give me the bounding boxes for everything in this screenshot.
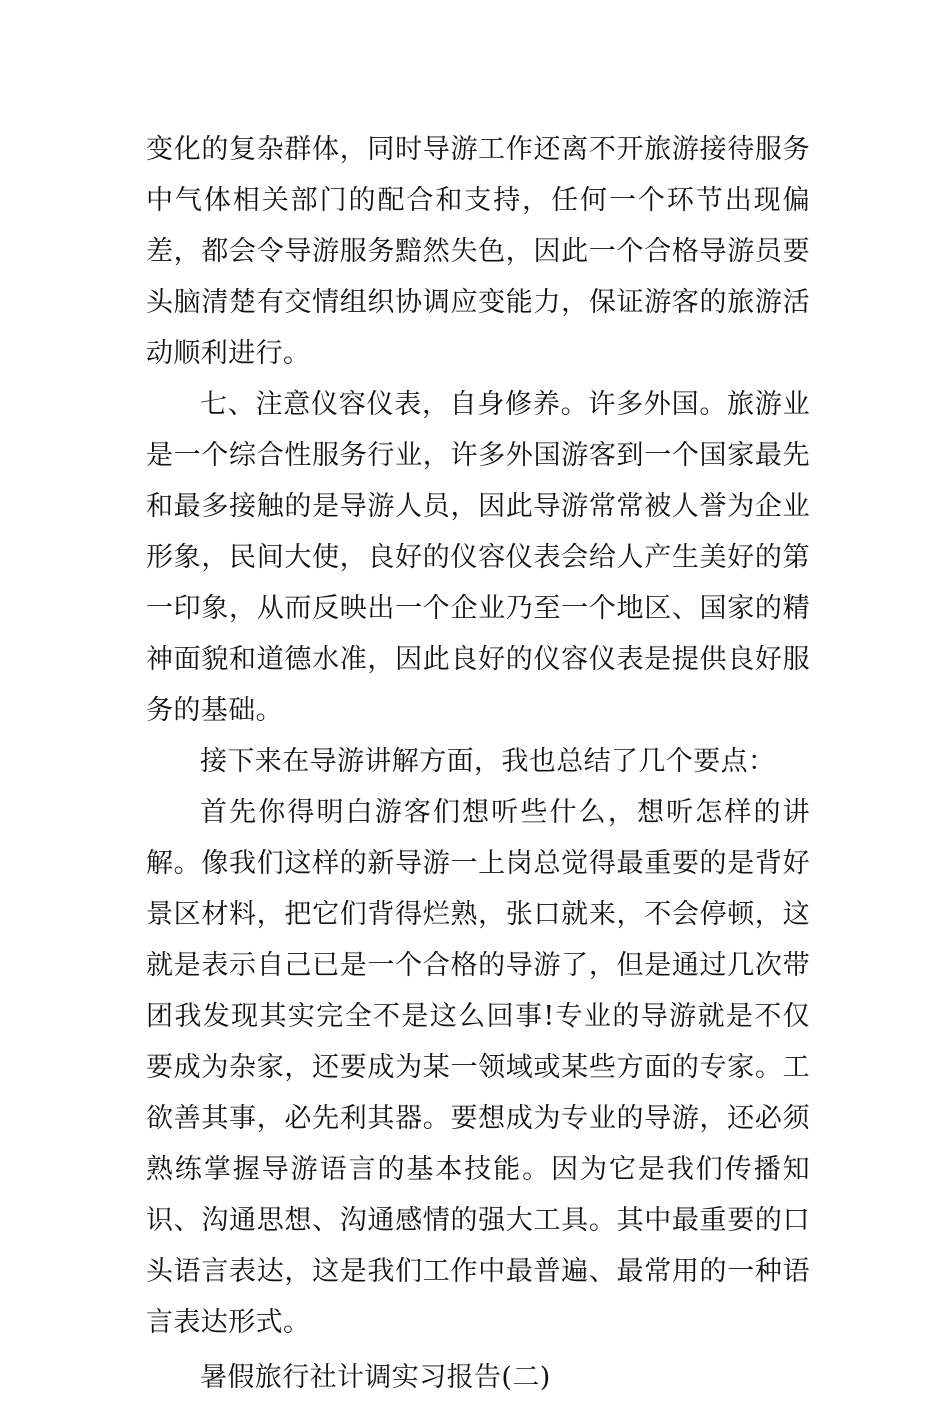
paragraph-first-point: 首先你得明白游客们想听些什么，想听怎样的讲解。像我们这样的新导游一上岗总觉得最重要的是背好景区材料，把它们背得烂熟，张口就来，不会停顿，这就是表示自己已是一个合格的导游了，但是通过几次带团我发现其实完全不是这么回事!专业的导游就是不仅要成为杂家，还要成为某一领域或某些方面的专家。工欲善其事，必先利其器。要想成为专业的导游，还必须熟练掌握导游语言的基本技能。因为它是我们传播知识、沟通思想、沟通感情的强大工具。其中最重要的口头语言表达，这是我们工作中最普遍、最常用的一种语言表达形式。 (146, 797, 810, 1338)
paragraph-continuation: 变化的复杂群体，同时导游工作还离不开旅游接待服务中气体相关部门的配合和支持，任何一个环节出现偏差，都会令导游服务黯然失色，因此一个合格导游员要头脑清楚有交情组织协调应变能力，保证游客的旅游活动顺利进行。 (146, 134, 810, 369)
paragraph-section-seven: 七、注意仪容仪表，自身修养。许多外国。旅游业是一个综合性服务行业，许多外国游客到一个国家最先和最多接触的是导游人员，因此导游常常被人誉为企业形象，民间大使，良好的仪容仪表会给人产生美好的第一印象，从而反映出一个企业乃至一个地区、国家的精神面貌和道德水准，因此良好的仪容仪表是提供良好服务的基础。 (146, 389, 810, 726)
section-heading: 暑假旅行社计调实习报告(二) (200, 1362, 551, 1393)
paragraph-explanation-intro: 接下来在导游讲解方面，我也总结了几个要点： (200, 746, 776, 777)
document-body (146, 124, 810, 1403)
